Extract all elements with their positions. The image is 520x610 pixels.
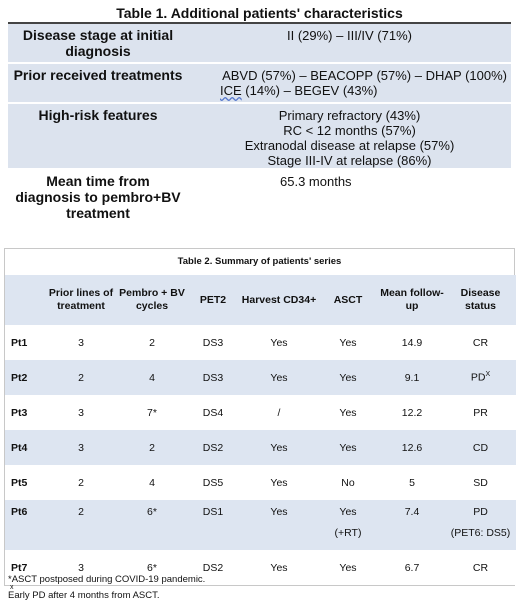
follow-up: 14.9 bbox=[379, 325, 445, 360]
follow-up: 6.7 bbox=[379, 550, 445, 585]
prior-lines: 2 bbox=[43, 465, 119, 500]
row-label: Mean time from diagnosis to pembro+BV treatment bbox=[15, 173, 181, 221]
cycles: 6* bbox=[119, 500, 185, 550]
value-line: ABVD (57%) – BEACOPP (57%) – DHAP (100%) bbox=[222, 68, 507, 83]
status: CR bbox=[445, 325, 516, 360]
asct: Yes bbox=[317, 360, 379, 395]
table-2-title: Table 2. Summary of patients' series bbox=[5, 249, 514, 275]
status: CD bbox=[445, 430, 516, 465]
table-row bbox=[5, 430, 516, 465]
pet2: DS3 bbox=[185, 360, 241, 395]
prior-lines: 3 bbox=[43, 550, 119, 585]
table-row bbox=[5, 325, 516, 360]
ice-text: ICE bbox=[220, 83, 242, 98]
status-text: PD bbox=[470, 371, 486, 384]
prior-lines: 2 bbox=[43, 500, 119, 550]
status-superscript: X bbox=[485, 371, 491, 379]
asct: No bbox=[317, 465, 379, 500]
status: SD bbox=[445, 465, 516, 500]
asct: Yes bbox=[317, 430, 379, 465]
pet2: DS2 bbox=[185, 430, 241, 465]
status: PR bbox=[445, 395, 516, 430]
asct: Yes bbox=[317, 395, 379, 430]
column-header-harvest: Harvest CD34+ bbox=[241, 275, 317, 325]
harvest: Yes bbox=[241, 325, 317, 360]
value-line: 65.3 months bbox=[280, 174, 352, 189]
follow-up: 7.4 bbox=[379, 500, 445, 550]
row-value bbox=[188, 170, 511, 222]
footnote-1: *ASCT postposed during COVID-19 pandemic. bbox=[8, 574, 206, 585]
row-value bbox=[188, 104, 511, 168]
cycles: 7* bbox=[119, 395, 185, 430]
value-line: Primary refractory (43%) bbox=[278, 108, 421, 123]
pet2: DS3 bbox=[185, 325, 241, 360]
column-header-cycles: Pembro + BV cycles bbox=[119, 275, 185, 325]
pet2: DS2 bbox=[185, 550, 241, 585]
column-header-follow-up: Mean follow-up bbox=[379, 275, 445, 325]
harvest: Yes bbox=[241, 550, 317, 585]
pet2: DS5 bbox=[185, 465, 241, 500]
status: CR bbox=[445, 550, 516, 585]
patients-table bbox=[5, 275, 516, 585]
prior-lines: 2 bbox=[43, 360, 119, 395]
cycles: 2 bbox=[119, 325, 185, 360]
row-label: Disease stage at initial diagnosis bbox=[22, 27, 174, 59]
value-line: Stage III-IV at relapse (86%) bbox=[267, 153, 432, 168]
cycles: 4 bbox=[119, 360, 185, 395]
harvest: Yes bbox=[241, 500, 317, 550]
row-label: Prior received treatments bbox=[13, 67, 183, 83]
value-line bbox=[192, 83, 507, 98]
table-row bbox=[5, 465, 516, 500]
patient-id: Pt6 bbox=[5, 500, 43, 550]
asct: Yes bbox=[317, 550, 379, 585]
table-1-row-mean-time bbox=[8, 170, 511, 224]
status-text: PD bbox=[473, 506, 488, 518]
row-label: High-risk features bbox=[38, 107, 158, 123]
value-line: II (29%) – III/IV (71%) bbox=[287, 28, 412, 43]
column-header-prior-lines: Prior lines of treatment bbox=[43, 275, 119, 325]
table-row bbox=[5, 395, 516, 430]
prior-lines: 3 bbox=[43, 395, 119, 430]
table-1-row-prior-treatments bbox=[8, 64, 511, 104]
footnotes bbox=[8, 574, 205, 602]
cycles: 2 bbox=[119, 430, 185, 465]
cycles: 6* bbox=[119, 550, 185, 585]
column-header-asct: ASCT bbox=[317, 275, 379, 325]
prior-lines: 3 bbox=[43, 430, 119, 465]
patient-id: Pt5 bbox=[5, 465, 43, 500]
value-text: (14%) – BEGEV (43%) bbox=[241, 83, 378, 98]
table-row bbox=[5, 500, 516, 550]
asct bbox=[317, 500, 379, 550]
row-value bbox=[188, 64, 511, 102]
table-row bbox=[5, 360, 516, 395]
patient-id: Pt1 bbox=[5, 325, 43, 360]
follow-up: 5 bbox=[379, 465, 445, 500]
pet2: DS4 bbox=[185, 395, 241, 430]
row-value bbox=[188, 24, 511, 62]
value-line: Extranodal disease at relapse (57%) bbox=[244, 138, 455, 153]
follow-up: 9.1 bbox=[379, 360, 445, 395]
patient-id: Pt7 bbox=[5, 550, 43, 585]
patient-id: Pt3 bbox=[5, 395, 43, 430]
table-header-row bbox=[5, 275, 516, 325]
value-line: RC < 12 months (57%) bbox=[283, 123, 416, 138]
harvest: Yes bbox=[241, 360, 317, 395]
status bbox=[445, 500, 516, 550]
harvest: Yes bbox=[241, 465, 317, 500]
harvest: Yes bbox=[241, 430, 317, 465]
table-1-row-disease-stage bbox=[8, 24, 511, 64]
prior-lines: 3 bbox=[43, 325, 119, 360]
status bbox=[445, 360, 516, 395]
follow-up: 12.2 bbox=[379, 395, 445, 430]
column-header bbox=[5, 275, 43, 325]
table-1-title: Table 1. Additional patients' characteristics bbox=[8, 2, 511, 24]
pet2: DS1 bbox=[185, 500, 241, 550]
follow-up: 12.6 bbox=[379, 430, 445, 465]
table-1-row-high-risk bbox=[8, 104, 511, 170]
cycles: 4 bbox=[119, 465, 185, 500]
footnote-2-text: Early PD after 4 months from ASCT. bbox=[8, 590, 160, 601]
footnote-mark: x bbox=[10, 584, 14, 591]
status-subtext: (PET6: DS5) bbox=[450, 527, 511, 539]
harvest: / bbox=[241, 395, 317, 430]
table-1 bbox=[8, 2, 511, 224]
table-2 bbox=[4, 248, 515, 586]
footnote-2 bbox=[8, 586, 205, 602]
patient-id: Pt2 bbox=[5, 360, 43, 395]
asct-text: Yes bbox=[339, 506, 357, 518]
asct: Yes bbox=[317, 325, 379, 360]
column-header-pet2: PET2 bbox=[185, 275, 241, 325]
patient-id: Pt4 bbox=[5, 430, 43, 465]
column-header-status: Disease status bbox=[445, 275, 516, 325]
asct-subtext: (+RT) bbox=[334, 527, 362, 539]
